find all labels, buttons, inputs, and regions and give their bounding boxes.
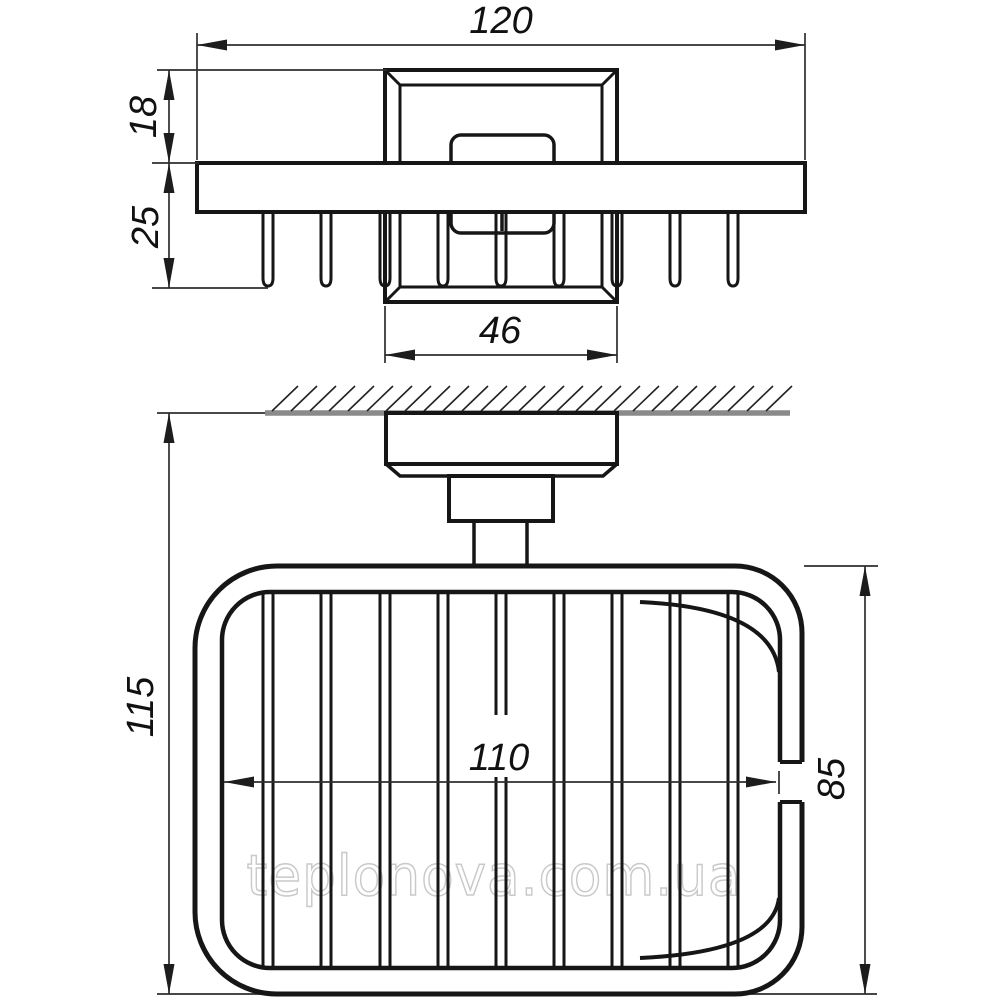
front-wall-plate (386, 413, 617, 464)
watermark-text: teplonova.com.ua (246, 844, 742, 909)
front-view (120, 386, 878, 994)
front-bracket (449, 476, 553, 521)
dim-label-overall-width: 120 (469, 0, 533, 42)
top-view (123, 0, 805, 363)
dim-label-plate-offset: 18 (123, 95, 165, 139)
dim-label-rail-depth: 25 (125, 205, 167, 249)
dim-label-basket-height: 85 (811, 757, 853, 801)
basket-outer-frame (195, 566, 802, 994)
top-rail (197, 163, 805, 212)
wall-hatching (272, 386, 792, 411)
dim-label-overall-height: 115 (120, 676, 162, 738)
dim-label-plate-width: 46 (478, 310, 522, 352)
dim-label-basket-inner-width: 110 (468, 737, 530, 779)
front-stem (474, 521, 527, 566)
